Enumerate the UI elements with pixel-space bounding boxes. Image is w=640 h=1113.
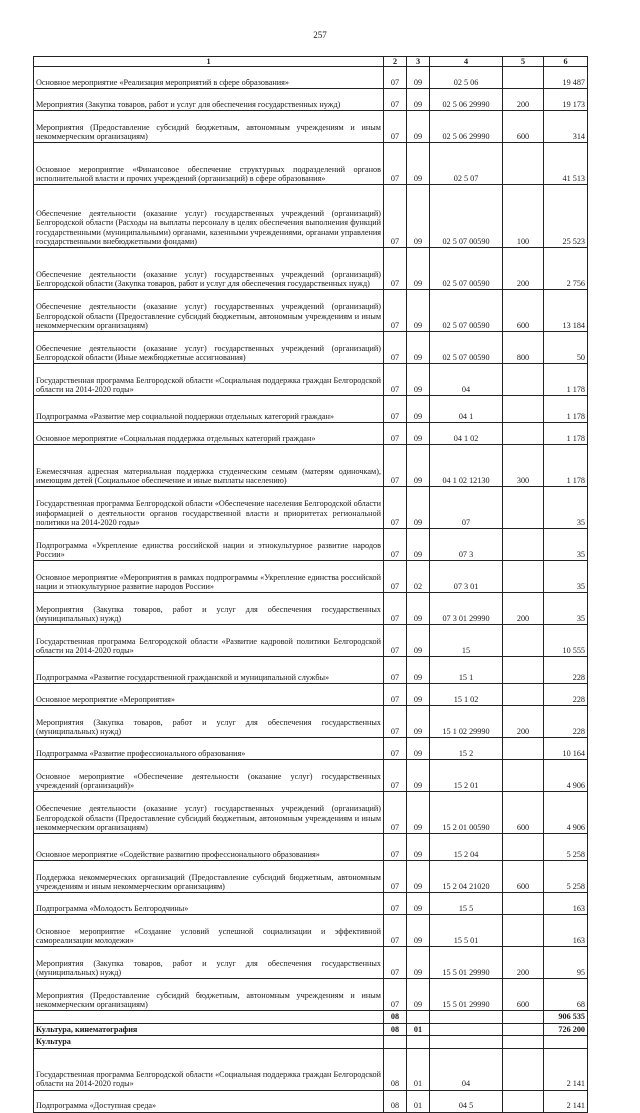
expense-type-code [503,738,544,760]
table-row [34,487,588,529]
target-article-code: 15 5 01 29990 [430,947,503,979]
target-article-code: 15 2 04 21020 [430,861,503,893]
budget-item-name: Мероприятия (Закупка товаров, работ и услуг для обеспечения государственных (муниципальных) нужд) [34,706,384,738]
subsection-code: 09 [407,396,430,423]
amount: 4 906 [544,760,588,792]
target-article-code: 15 1 [430,657,503,684]
expense-type-code: 600 [503,861,544,893]
budget-item-name: Мероприятия (Предоставление субсидий бюджетным, автономным учреждениям и иным некоммерческим организациям) [34,979,384,1011]
amount: 163 [544,893,588,915]
target-article-code: 04 [430,364,503,396]
table-row [34,396,588,423]
subsection-code: 09 [407,893,430,915]
expense-type-code [503,1011,544,1023]
amount: 2 756 [544,248,588,290]
subsection-code: 09 [407,625,430,657]
target-article-code: 02 5 07 [430,143,503,185]
subsection-code: 09 [407,529,430,561]
expense-type-code [503,396,544,423]
table-row [34,111,588,143]
section-code: 07 [384,248,407,290]
expense-type-code [503,561,544,593]
subsection-code: 09 [407,684,430,706]
budget-item-name: Основное мероприятие «Социальная поддержка отдельных категорий граждан» [34,423,384,445]
section-code: 07 [384,625,407,657]
table-row [34,423,588,445]
target-article-code: 15 5 01 [430,915,503,947]
target-article-code: 02 5 07 00590 [430,185,503,248]
target-article-code [430,1023,503,1035]
amount: 1 178 [544,396,588,423]
amount: 228 [544,657,588,684]
expense-type-code: 200 [503,593,544,625]
budget-item-name [34,1011,384,1023]
table-row [34,1011,588,1023]
section-code: 07 [384,947,407,979]
table-row [34,445,588,487]
expense-type-code: 300 [503,445,544,487]
section-code: 07 [384,684,407,706]
amount: 35 [544,593,588,625]
subsection-code: 01 [407,1090,430,1112]
budget-item-name: Культура, кинематография [34,1023,384,1035]
table-row [34,706,588,738]
subsection-code: 09 [407,290,430,332]
expense-type-code: 600 [503,111,544,143]
amount: 19 173 [544,89,588,111]
table-row [34,1090,588,1112]
subsection-code [407,1036,430,1048]
section-code: 08 [384,1023,407,1035]
table-row [34,760,588,792]
expense-type-code: 200 [503,947,544,979]
section-code: 07 [384,445,407,487]
subsection-code [407,1011,430,1023]
expense-type-code [503,67,544,89]
section-code: 07 [384,834,407,861]
amount: 95 [544,947,588,979]
amount: 35 [544,487,588,529]
expense-type-code: 200 [503,248,544,290]
section-code: 07 [384,364,407,396]
target-article-code: 15 5 01 29990 [430,979,503,1011]
budget-item-name: Обеспечение деятельности (оказание услуг) государственных учреждений (организаций) Белгородской области (Иные межбюджетные ассигнования) [34,332,384,364]
budget-item-name: Основное мероприятие «Мероприятия в рамках подпрограммы «Укрепление единства российской нации и этнокультурное развитие народов России» [34,561,384,593]
amount: 35 [544,561,588,593]
target-article-code: 04 [430,1048,503,1090]
table-row [34,290,588,332]
table-row [34,684,588,706]
amount [544,1036,588,1048]
budget-item-name: Основное мероприятие «Содействие развитию профессионального образования» [34,834,384,861]
amount: 13 184 [544,290,588,332]
subsection-code: 09 [407,111,430,143]
expense-type-code [503,1048,544,1090]
amount: 10 555 [544,625,588,657]
table-row [34,143,588,185]
expense-type-code [503,1023,544,1035]
budget-item-name: Государственная программа Белгородской области «Социальная поддержка граждан Белгородской области на 2014-2020 годы» [34,1048,384,1090]
expense-type-code [503,834,544,861]
subsection-code: 09 [407,332,430,364]
budget-item-name: Государственная программа Белгородской области «Обеспечение населения Белгородской области информацией о деятельности органов государственной власти и приоритетах региональной политики на 2014-2020 годы» [34,487,384,529]
target-article-code: 07 [430,487,503,529]
column-number-row [34,57,588,67]
table-row [34,738,588,760]
subsection-code: 09 [407,423,430,445]
budget-item-name: Основное мероприятие «Обеспечение деятельности (оказание услуг) государственных учреждений (организаций)» [34,760,384,792]
table-row [34,561,588,593]
column-number: 6 [544,57,588,67]
section-code: 07 [384,67,407,89]
budget-item-name: Культура [34,1036,384,1048]
amount: 50 [544,332,588,364]
budget-item-name: Основное мероприятие «Создание условий успешной социализации и эффективной самореализации молодежи» [34,915,384,947]
expense-type-code [503,893,544,915]
target-article-code: 07 3 [430,529,503,561]
target-article-code: 15 2 01 [430,760,503,792]
subsection-code: 09 [407,979,430,1011]
budget-table [33,56,588,1113]
amount: 5 258 [544,834,588,861]
section-code: 07 [384,915,407,947]
column-number: 5 [503,57,544,67]
table-row [34,185,588,248]
table-row [34,332,588,364]
amount: 68 [544,979,588,1011]
budget-item-name: Основное мероприятие «Финансовое обеспечение структурных подразделений органов исполнительной власти и прочих учреждений (организаций) в сфере образования» [34,143,384,185]
expense-type-code: 200 [503,89,544,111]
expense-type-code: 600 [503,979,544,1011]
subsection-code: 09 [407,445,430,487]
table-row [34,593,588,625]
budget-item-name: Обеспечение деятельности (оказание услуг) государственных учреждений (организаций) Белгородской области (Предоставление субсидий бюджетным, автономным учреждениям и иным некоммерческим организациям) [34,792,384,834]
amount: 19 487 [544,67,588,89]
table-row [34,364,588,396]
section-code: 07 [384,290,407,332]
table-row [34,792,588,834]
section-code: 07 [384,593,407,625]
target-article-code: 15 1 02 [430,684,503,706]
subsection-code: 09 [407,760,430,792]
expense-type-code [503,684,544,706]
budget-item-name: Мероприятия (Закупка товаров, работ и услуг для обеспечения государственных (муниципальных) нужд) [34,593,384,625]
target-article-code: 02 5 06 29990 [430,89,503,111]
target-article-code: 15 2 01 00590 [430,792,503,834]
budget-item-name: Обеспечение деятельности (оказание услуг) государственных учреждений (организаций) Белгородской области (Предоставление субсидий бюджетным, автономным учреждениям и иным некоммерческим организациям) [34,290,384,332]
target-article-code: 15 1 02 29990 [430,706,503,738]
amount: 35 [544,529,588,561]
subsection-code: 09 [407,89,430,111]
expense-type-code [503,529,544,561]
table-row [34,1036,588,1048]
target-article-code: 02 5 07 00590 [430,290,503,332]
column-number: 3 [407,57,430,67]
section-code: 07 [384,706,407,738]
table-row [34,979,588,1011]
target-article-code: 15 [430,625,503,657]
amount: 314 [544,111,588,143]
amount: 906 535 [544,1011,588,1023]
expense-type-code: 800 [503,332,544,364]
amount: 2 141 [544,1090,588,1112]
subsection-code: 09 [407,487,430,529]
target-article-code: 04 5 [430,1090,503,1112]
table-row [34,861,588,893]
expense-type-code [503,625,544,657]
table-row [34,529,588,561]
subsection-code: 09 [407,593,430,625]
expense-type-code [503,487,544,529]
budget-item-name: Подпрограмма «Развитие мер социальной поддержки отдельных категорий граждан» [34,396,384,423]
expense-type-code: 100 [503,185,544,248]
subsection-code: 09 [407,738,430,760]
budget-item-name: Мероприятия (Закупка товаров, работ и услуг для обеспечения государственных нужд) [34,89,384,111]
table-row [34,89,588,111]
subsection-code: 09 [407,834,430,861]
section-code: 07 [384,111,407,143]
section-code: 08 [384,1011,407,1023]
table-row [34,1048,588,1090]
subsection-code: 01 [407,1048,430,1090]
target-article-code: 15 2 04 [430,834,503,861]
expense-type-code [503,1036,544,1048]
section-code: 07 [384,423,407,445]
expense-type-code [503,364,544,396]
budget-item-name: Подпрограмма «Доступная среда» [34,1090,384,1112]
subsection-code: 09 [407,143,430,185]
section-code: 07 [384,396,407,423]
section-code: 07 [384,760,407,792]
target-article-code: 15 5 [430,893,503,915]
budget-item-name: Государственная программа Белгородской области «Социальная поддержка граждан Белгородской области на 2014-2020 годы» [34,364,384,396]
target-article-code: 07 3 01 [430,561,503,593]
amount: 5 258 [544,861,588,893]
table-row [34,657,588,684]
section-code: 08 [384,1048,407,1090]
section-code: 07 [384,893,407,915]
expense-type-code [503,657,544,684]
expense-type-code [503,423,544,445]
subsection-code: 01 [407,1023,430,1035]
expense-type-code [503,915,544,947]
subsection-code: 09 [407,364,430,396]
amount: 41 513 [544,143,588,185]
expense-type-code [503,1090,544,1112]
expense-type-code: 600 [503,290,544,332]
budget-item-name: Обеспечение деятельности (оказание услуг) государственных учреждений (организаций) Белгородской области (Расходы на выплаты персоналу в целях обеспечения выполнения функций государственными (муниципальными) органами, казенными учреждениями, органами управления государственными внебюджетными фондами) [34,185,384,248]
amount: 228 [544,706,588,738]
amount: 10 164 [544,738,588,760]
amount: 4 906 [544,792,588,834]
target-article-code: 07 3 01 29990 [430,593,503,625]
section-code: 07 [384,657,407,684]
column-number: 4 [430,57,503,67]
budget-item-name: Обеспечение деятельности (оказание услуг) государственных учреждений (организаций) Белгородской области (Закупка товаров, работ и услуг для обеспечения государственных нужд) [34,248,384,290]
target-article-code: 02 5 06 29990 [430,111,503,143]
table-row [34,834,588,861]
expense-type-code [503,143,544,185]
subsection-code: 09 [407,185,430,248]
budget-item-name: Подпрограмма «Укрепление единства российской нации и этнокультурное развитие народов России» [34,529,384,561]
subsection-code: 09 [407,915,430,947]
target-article-code: 02 5 06 [430,67,503,89]
subsection-code: 09 [407,248,430,290]
table-row [34,625,588,657]
amount: 1 178 [544,445,588,487]
amount: 2 141 [544,1048,588,1090]
section-code: 07 [384,185,407,248]
section-code: 07 [384,143,407,185]
budget-item-name: Основное мероприятие «Мероприятия» [34,684,384,706]
budget-item-name: Основное мероприятие «Реализация мероприятий в сфере образования» [34,67,384,89]
table-row [34,893,588,915]
section-code [384,1036,407,1048]
amount: 1 178 [544,423,588,445]
section-code: 07 [384,979,407,1011]
expense-type-code: 600 [503,792,544,834]
subsection-code: 02 [407,561,430,593]
section-code: 08 [384,1090,407,1112]
column-number: 1 [34,57,384,67]
amount: 25 523 [544,185,588,248]
amount: 228 [544,684,588,706]
table-row [34,1023,588,1035]
target-article-code: 15 2 [430,738,503,760]
amount: 1 178 [544,364,588,396]
budget-item-name: Государственная программа Белгородской области «Развитие кадровой политики Белгородской области на 2014-2020 годы» [34,625,384,657]
target-article-code: 02 5 07 00590 [430,332,503,364]
section-code: 07 [384,332,407,364]
expense-type-code: 200 [503,706,544,738]
target-article-code [430,1011,503,1023]
budget-item-name: Ежемесячная адресная материальная поддержка студенческим семьям (матерям одиночкам), имеющим детей (Социальное обеспечение и иные выплаты населению) [34,445,384,487]
section-code: 07 [384,738,407,760]
table-row [34,248,588,290]
section-code: 07 [384,89,407,111]
table-row [34,67,588,89]
target-article-code: 04 1 [430,396,503,423]
section-code: 07 [384,561,407,593]
expense-type-code [503,760,544,792]
page-number: 257 [313,30,327,40]
table-row [34,915,588,947]
target-article-code: 04 1 02 12130 [430,445,503,487]
amount: 163 [544,915,588,947]
section-code: 07 [384,792,407,834]
section-code: 07 [384,487,407,529]
target-article-code [430,1036,503,1048]
target-article-code: 04 1 02 [430,423,503,445]
subsection-code: 09 [407,67,430,89]
section-code: 07 [384,861,407,893]
section-code: 07 [384,529,407,561]
budget-item-name: Подпрограмма «Молодость Белгородчины» [34,893,384,915]
subsection-code: 09 [407,947,430,979]
target-article-code: 02 5 07 00590 [430,248,503,290]
budget-item-name: Мероприятия (Предоставление субсидий бюджетным, автономным учреждениям и иным некоммерческим организациям) [34,111,384,143]
subsection-code: 09 [407,706,430,738]
budget-item-name: Поддержка некоммерческих организаций (Предоставление субсидий бюджетным, автономным учреждениям и иным некоммерческим организациям) [34,861,384,893]
column-number: 2 [384,57,407,67]
subsection-code: 09 [407,861,430,893]
amount: 726 200 [544,1023,588,1035]
budget-item-name: Подпрограмма «Развитие государственной гражданской и муниципальной службы» [34,657,384,684]
budget-item-name: Мероприятия (Закупка товаров, работ и услуг для обеспечения государственных (муниципальных) нужд) [34,947,384,979]
subsection-code: 09 [407,792,430,834]
table-row [34,947,588,979]
budget-item-name: Подпрограмма «Развитие профессионального образования» [34,738,384,760]
subsection-code: 09 [407,657,430,684]
